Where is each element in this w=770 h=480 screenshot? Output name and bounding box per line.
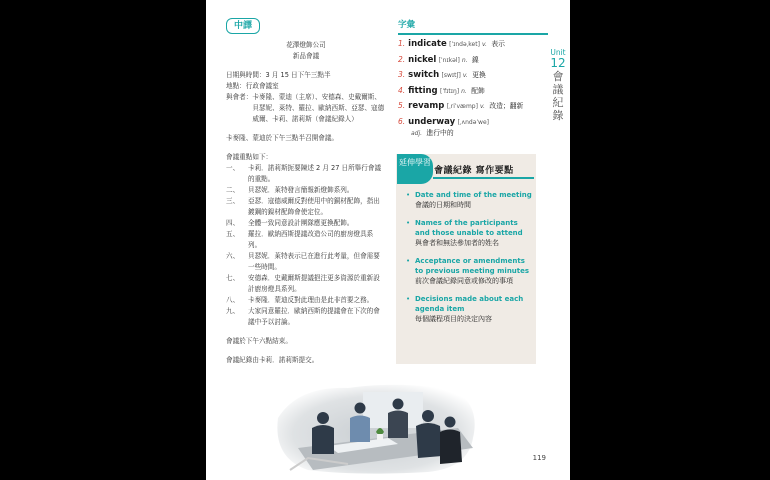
agenda-item: 三、 亞瑟．寇德威爾反對使用中的銅材配飾，指出鍍鋼的鎳材配飾會使定位。 — [226, 197, 380, 216]
vocab-item: 6. underway [ˌʌndəˈwe] — [398, 116, 489, 127]
bullet-icon: • — [406, 219, 411, 227]
memo-submitted: 會議紀錄由卡莉．諾莉斯提交。 — [226, 356, 319, 364]
unit-label: Unit — [550, 48, 566, 57]
vocab-item: 5. revamp [ˌriˈvæmp] v. 改造；翻新 — [398, 101, 524, 112]
memo-title: 新品會議 — [292, 52, 320, 60]
meeting-photo — [268, 378, 483, 476]
vocab-heading: 字彙 — [398, 20, 416, 30]
vocab-item: 4. fitting [ˈfɪtɪŋ] n. 配飾 — [398, 85, 485, 96]
vocab-section — [398, 18, 548, 139]
agenda-item: 二、 貝瑟妮．萊特發言簡報新燈飾系列。 — [226, 186, 354, 194]
translation-tag: 中譯 — [226, 18, 260, 34]
agenda-item: 一、 卡莉．諾莉斯扼要陳述 2 月 27 日所舉行會議的重點。 — [226, 164, 382, 183]
vocab-item: 1. indicate [ˈɪndəˌket] v. 表示 — [398, 39, 505, 49]
agenda-item: 五、 羅拉．歐納西斯提議改造公司的廚房燈具系列。 — [226, 230, 374, 249]
agenda-item: 六、 貝瑟妮．萊特表示已在進行此考量，但會需要一些時間。 — [226, 252, 380, 271]
unit-title: 會議紀錄 — [552, 70, 564, 122]
memo-closing: 會議於下午六點結束。 — [226, 337, 292, 345]
agenda-list — [226, 163, 386, 328]
unit-number: 12 — [550, 56, 566, 70]
tip-item: • Acceptance or amendments to previous meeting minutes 前次會議紀錄同意或修改的事項 — [406, 257, 530, 285]
bullet-icon: • — [406, 295, 411, 303]
attendees-list: 卡麥隆、蒙迪（主席）、安德森、史戴爾斯、貝瑟妮、萊特、羅拉、歐納西斯、亞瑟、寇德威爾、卡莉、諾莉斯（會議紀錄人） — [252, 93, 385, 123]
agenda-item: 四、 全體一致同意設計團隊應更換配飾。 — [226, 219, 354, 227]
memo-points-intro: 會議重點如下： — [226, 153, 273, 161]
memo-opening: 卡麥隆、蒙迪於下午三點半召開會議。 — [226, 134, 339, 142]
tip-item: • Date and time of the meeting 會議的日期和時間 — [406, 191, 532, 209]
unit-marker — [546, 48, 570, 122]
tip-item: • Decisions made about each agenda item 每個議程項目的決定內容 — [406, 295, 524, 323]
memo-company: 花澤燈飾公司 — [286, 41, 326, 49]
agenda-item: 九、 大家同意羅拉．歐納西斯的提議會在下次的會議中予以討論。 — [226, 307, 380, 326]
memo-place: 地點：行政會議室 — [226, 82, 279, 90]
extension-badge: 延伸學習 — [397, 154, 433, 184]
page-number: 119 — [532, 454, 546, 462]
attendees-label: 與會者： — [226, 93, 253, 101]
extension-tips — [406, 190, 534, 332]
vocab-item: 3. switch [swɪtʃ] v. 更換 — [398, 70, 486, 81]
vocab-item-sense: adj. 進行中的 — [411, 128, 454, 137]
bullet-icon: • — [406, 257, 411, 265]
memo-translation — [226, 40, 386, 366]
agenda-item: 八、 卡麥隆．蒙迪反對此理由是此非首要之務。 — [226, 296, 374, 304]
extension-divider — [433, 177, 534, 179]
agenda-item: 七、 安德森．史戴爾斯提議挹注更多資源於重新設計廚房燈具系列。 — [226, 274, 380, 293]
book-page — [206, 0, 570, 480]
bullet-icon: • — [406, 191, 411, 199]
tip-item: • Names of the participants and those unable to attend 與會者和無法參加者的姓名 — [406, 219, 523, 247]
vocab-item: 2. nickel [ˈnɪkəl] n. 鎳 — [398, 54, 479, 65]
memo-attendees — [226, 92, 386, 125]
extension-heading: 會議紀錄 寫作要點 — [434, 166, 514, 176]
vocab-divider — [398, 33, 548, 35]
memo-date: 日期與時間：3 月 15 日下午三點半 — [226, 71, 331, 79]
